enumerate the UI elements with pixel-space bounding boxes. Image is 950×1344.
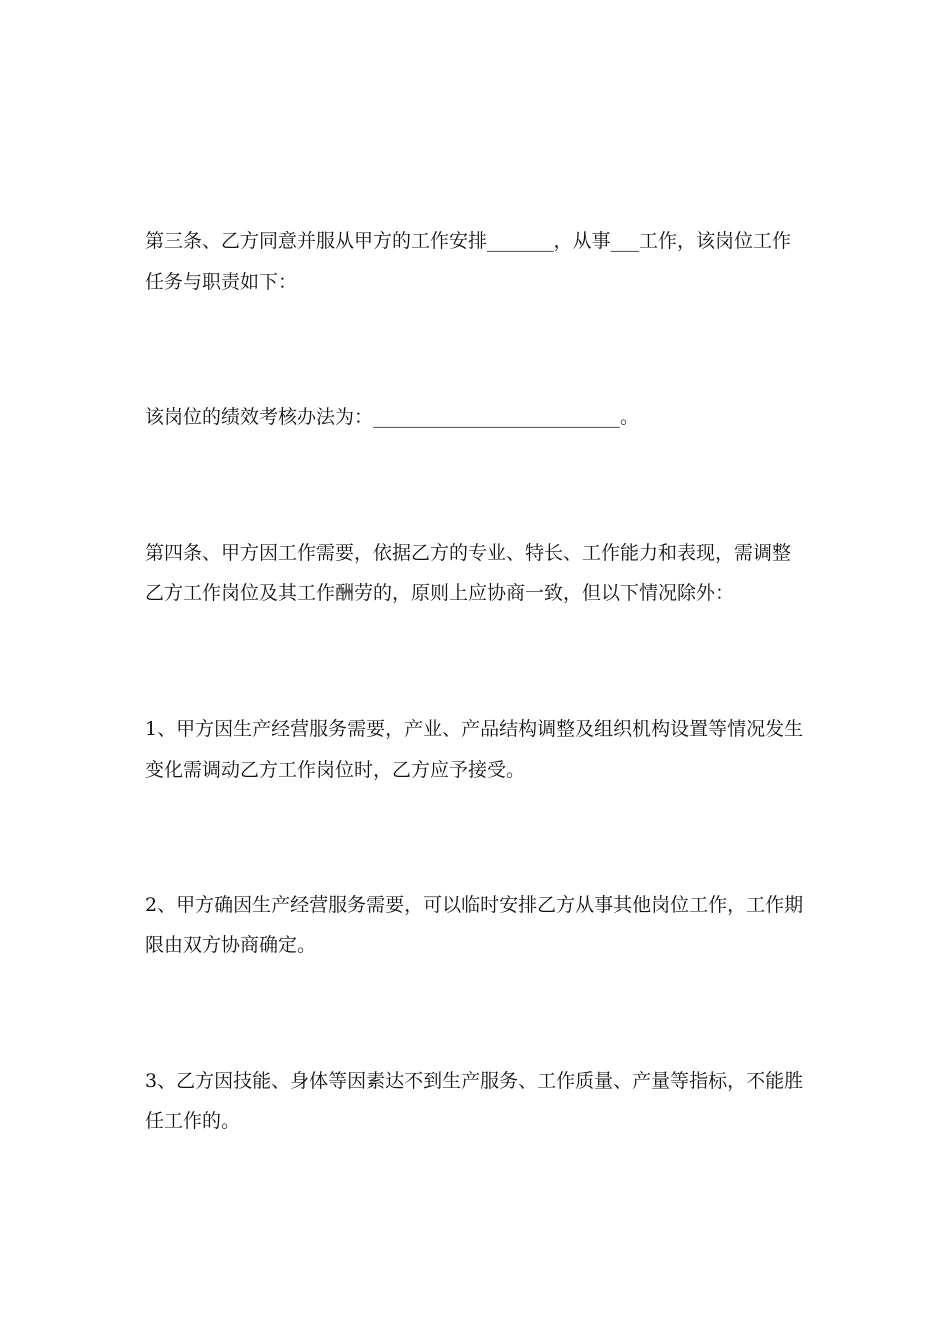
article-3-line-1: 第三条、乙方同意并服从甲方的工作安排_______，从事___工作，该岗位工作	[145, 230, 792, 252]
article-3-line-2: 任务与职责如下：	[145, 271, 298, 293]
article-4-line-2: 乙方工作岗位及其工作酬劳的，原则上应协商一致，但以下情况除外：	[145, 582, 735, 604]
exception-3-line-2: 任工作的。	[145, 1110, 241, 1132]
exception-2-line-2: 限由双方协商确定。	[145, 934, 317, 956]
article-4-line-1: 第四条、甲方因工作需要，依据乙方的专业、特长、工作能力和表现，需调整	[145, 542, 792, 564]
exception-2-line-1: 2、甲方确因生产经营服务需要，可以临时安排乙方从事其他岗位工作，工作期	[145, 894, 804, 916]
exception-3-line-1: 3、乙方因技能、身体等因素达不到生产服务、工作质量、产量等指标，不能胜	[145, 1070, 804, 1092]
exception-1-line-2: 变化需调动乙方工作岗位时，乙方应予接受。	[145, 759, 526, 781]
exception-1-line-1: 1、甲方因生产经营服务需要，产业、产品结构调整及组织机构设置等情况发生	[145, 718, 804, 740]
performance-assessment-line: 该岗位的绩效考核办法为：__________________________。	[145, 406, 640, 428]
